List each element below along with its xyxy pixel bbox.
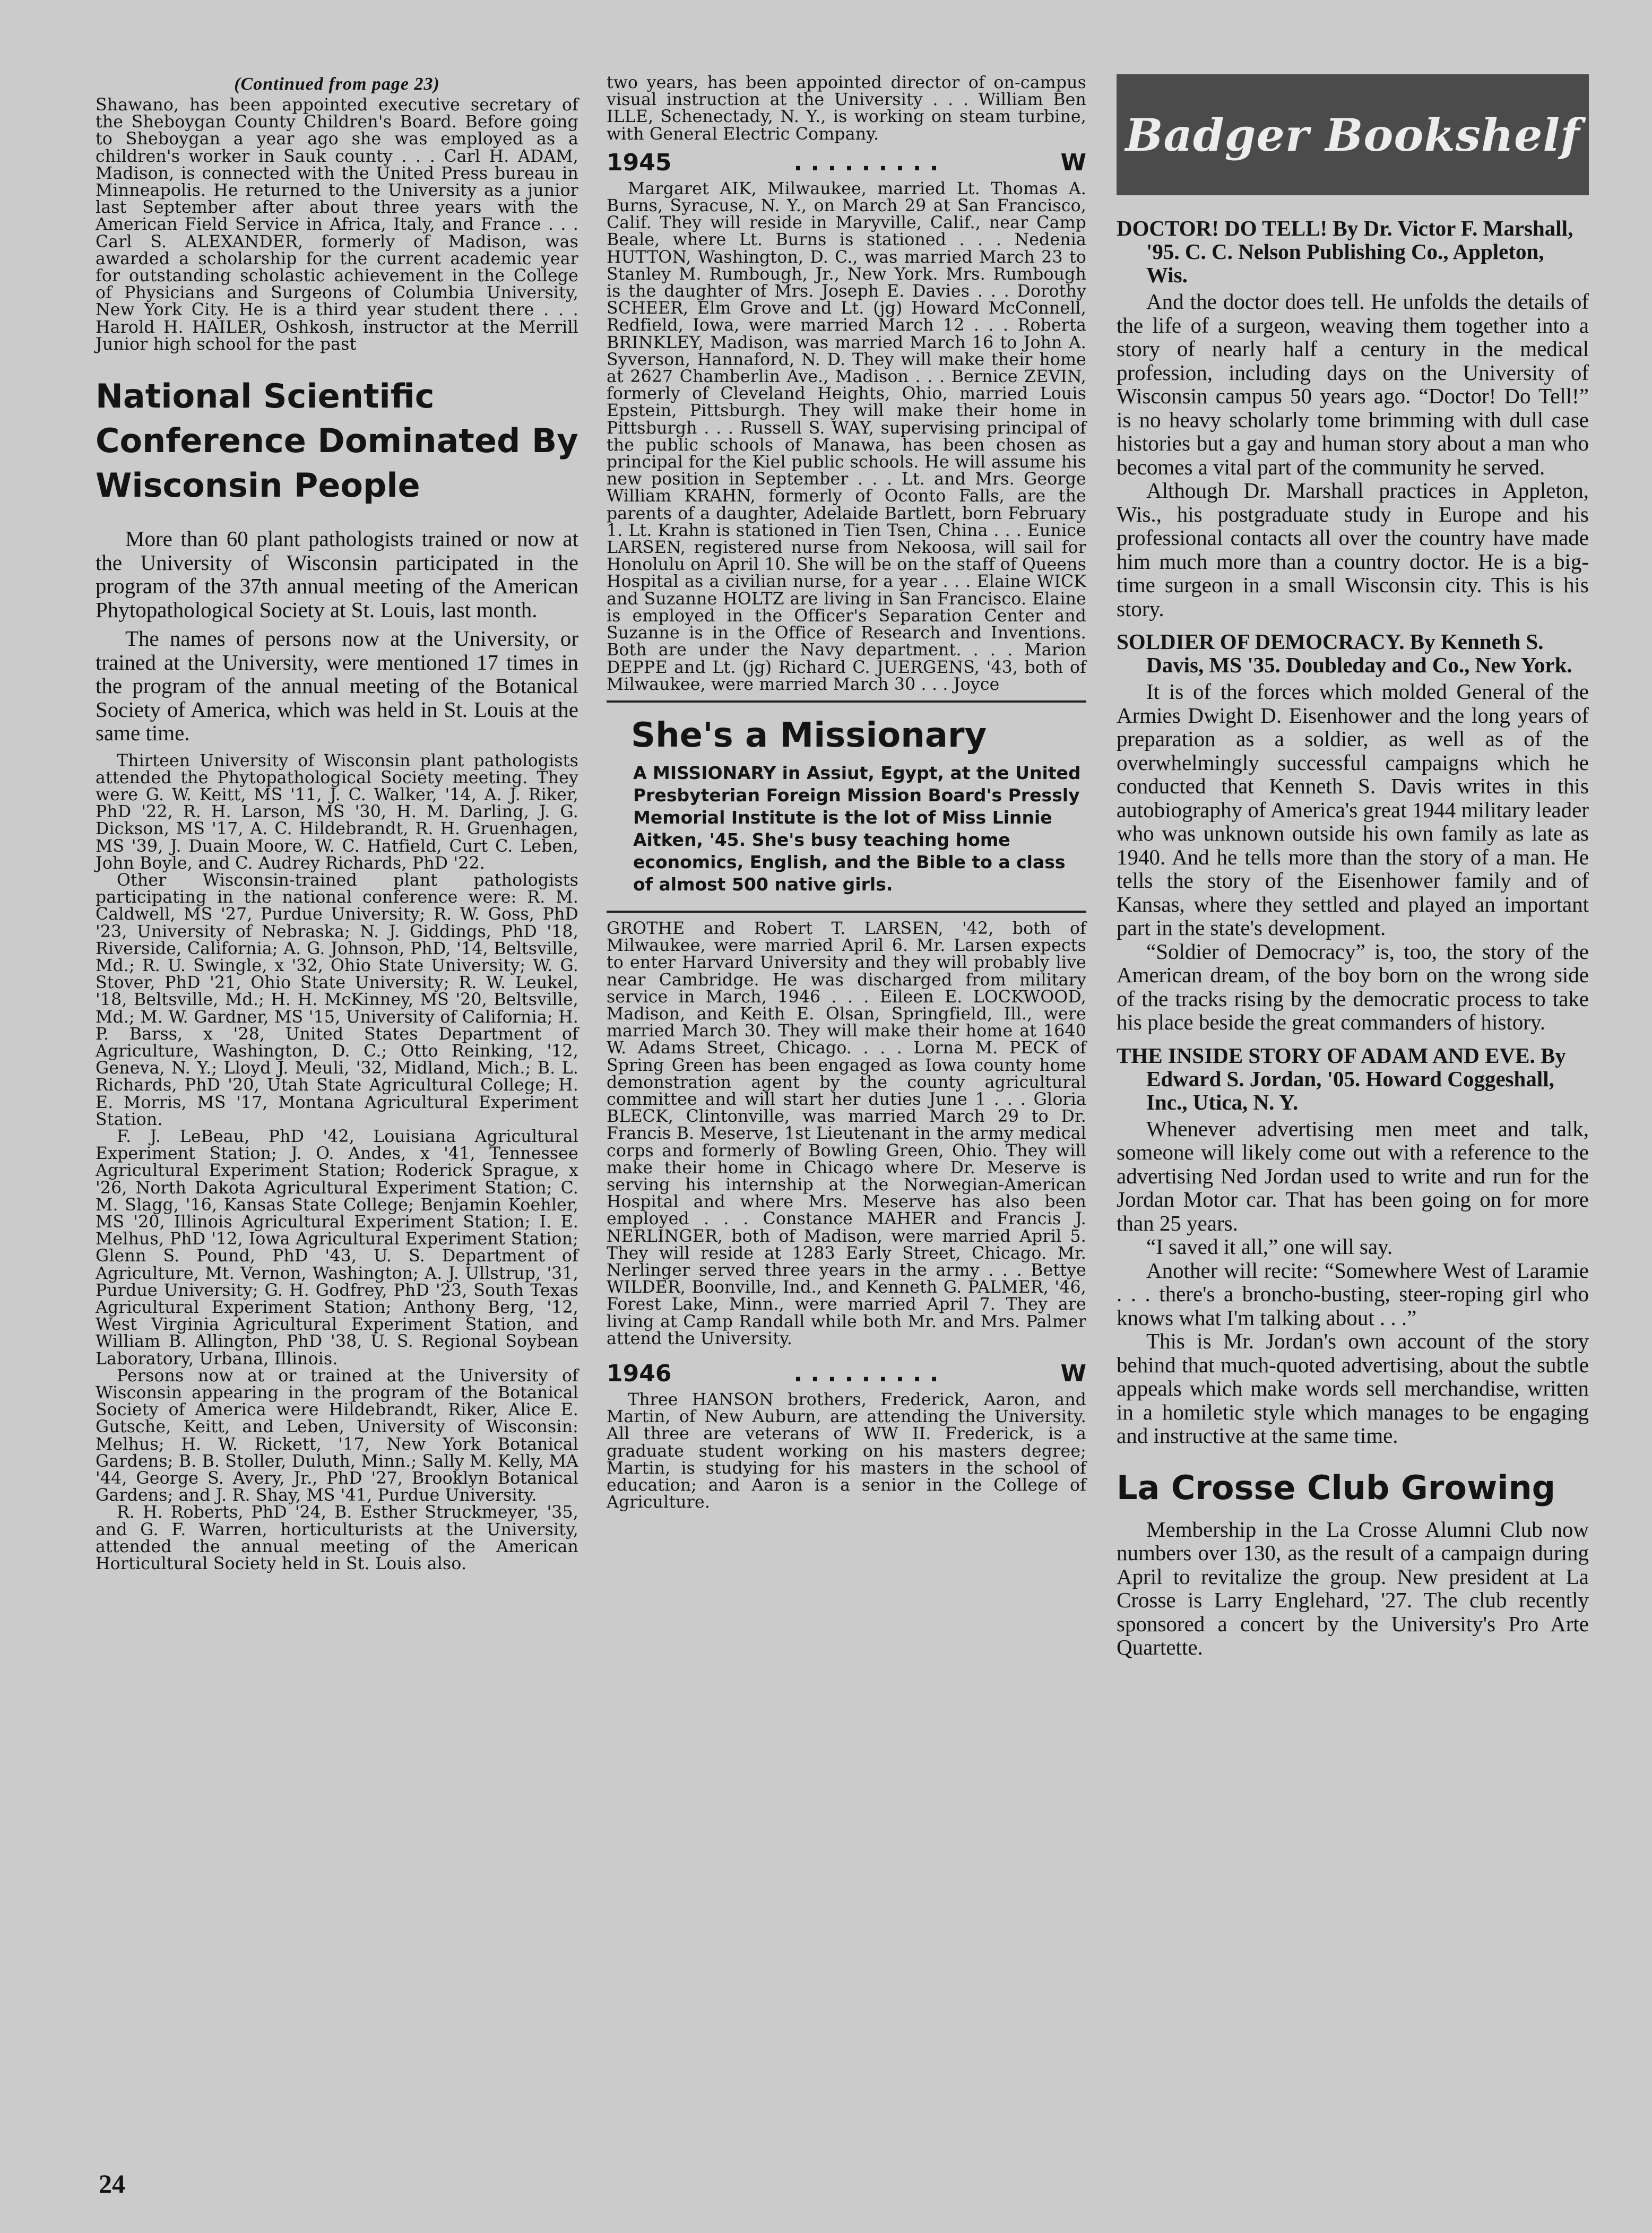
article-paragraph: Other Wisconsin-trained plant pathologists participating in the national conference were: R. M. Caldwell, MS '27, Purdue University; R. W. Goss, PhD '23, University of Nebraska; N. J. Giddings, PhD '18, Riverside, California; A. G. Johnson, PhD, '14, Beltsville, Md.; R. U. Swingle, x '32, Ohio State University; W. G. Stover, PhD '21, Ohio State University; R. W. Leukel, '18, Beltsville, Md.; H. H. McKinney, MS '20, Beltsville, Md.; M. W. Gardner, MS '15, University of California; H. P. Barss, x '28, United States Department of Agriculture, Washington, D. C.; Otto Reinking, '12, Geneva, N. Y.; Lloyd J. Meuli, '32, Midland, Mich.; B. L. Richards, PhD '20, Utah State Agricultural College; H. E. Morris, MS '17, Montana Agricultural Experiment Station. [96,870,578,1129]
notes-1946 [607,1391,1086,1511]
missionary-text: A MISSIONARY in Assiut, Egypt, at the United Presbyterian Foreign Mission Board's Pressly Memorial Institute is the lot of Miss Linnie Aitken, '45. She's busy teaching home economics, English, and the Bible to a class of almost 500 native girls. [633,762,1081,895]
year-dots: . . . . . . . . . [793,1360,939,1387]
book-review [1117,290,1589,620]
book-review [1117,1117,1589,1448]
continued-label: (Continued from page 23) [234,74,440,94]
review-paragraph: This is Mr. Jordan's own account of the story behind that much-quoted advertising, about the subtle appeals which make words sell merchandise, written in a homiletic style which manages to be engaging and instructive at the same time. [1117,1329,1589,1448]
lead-paragraph-1: More than 60 plant pathologists trained or now at the University of Wisconsin participated in the program of the 37th annual meeting of the American Phytopathological Society at St. Louis, last month. [96,526,578,622]
notes-1945 [607,180,1086,693]
year-dots: . . . . . . . . . [793,149,939,176]
review-paragraph: Another will recite: “Somewhere West of Laramie . . . there's a broncho-busting, steer-roping girl who knows what I'm talking about . . .” [1117,1258,1589,1330]
notes-paragraph: GROTHE and Robert T. LARSEN, '42, both of Milwaukee, were married April 6. Mr. Larsen expects to enter Harvard University and they will probably live near Cambridge. He was discharged from military service in March, 1946 . . . Eileen E. LOCKWOOD, Madison, and Keith E. Olsan, Springfield, Ill., were married March 30. They will make their home at 1640 W. Adams Street, Chicago. . . . Lorna M. PECK of Spring Green has been engaged as Iowa county home demonstration agent by the county agricultural committee and will start her duties June 1 . . . Gloria BLECK, Clintonville, was married March 29 to Dr. Francis B. Meserve, 1st Lieutenant in the army medical corps and formerly of Bowling Green, Ohio. They will make their home in Chicago where Dr. Meserve is serving his internship at the Norwegian-American Hospital and where Mrs. Meserve has also been employed . . . Constance MAHER and Francis J. NERLINGER, both of Madison, were married April 5. They will reside at 1283 Early Street, Chicago. Mr. Nerlinger served three years in the army . . . Bettye WILDER, Boonville, Ind., and Kenneth G. PALMER, '46, Forest Lake, Minn., were married April 7. They are living at Camp Randall while both Mr. and Mrs. Palmer attend the University. [607,919,1086,1348]
page-number: 24 [99,2169,125,2199]
lead-paragraph-2: The names of persons now at the University, or trained at the University, were mentioned 17 times in the program of the annual meeting of the Botanical Society of America, which was held in St. Louis at the same time. [96,626,578,746]
notes-paragraph: Margaret AIK, Milwaukee, married Lt. Thomas A. Burns, Syracuse, N. Y., on March 29 at San Francisco, Calif. They will reside in Maryville, Calif., near Camp Beale, where Lt. Burns is stationed . . . Nedenia HUTTON, Washington, D. C., was married March 23 to Stanley M. Rumbough, Jr., New York. Mrs. Rumbough is the daughter of Mrs. Joseph E. Davies . . . Dorothy SCHEER, Elm Grove and Lt. (jg) Howard McConnell, Redfield, Iowa, were married March 12 . . . Roberta BRINKLEY, Madison, was married March 16 to John A. Syverson, Hannaford, N. D. They will make their home at 2627 Chamberlin Ave., Madison . . . Bernice ZEVIN, formerly of Cleveland Heights, Ohio, married Louis Epstein, Pittsburgh. They will make their home in Pittsburgh . . . Russell S. WAY, supervising principal of the public schools of Manawa, has been chosen as principal for the Kiel public schools. He will assume his new position in September . . . Lt. and Mrs. George William KRAHN, formerly of Oconto Falls, are the parents of a daughter, Adelaide Bartlett, born February 1. Lt. Krahn is stationed in Tien Tsen, China . . . Eunice LARSEN, registered nurse from Nekoosa, will sail for Honolulu on April 10. She will be on the staff of Queens Hospital as a civilian nurse, for a year . . . Elaine WICK and Suzanne HOLTZ are living in San Francisco. Elaine is employed in the Officer's Separation Center and Suzanne is in the Office of Research and Inventions. Both are under the Navy department. . . . Marion DEPPE and Lt. (jg) Richard C. JUERGENS, '43, both of Milwaukee, were married March 30 . . . Joyce [607,179,1086,694]
class-year-1945 [607,149,1086,176]
year-label: 1945 [607,149,672,176]
article-headline: National Scientific Conference Dominated By Wisconsin People [96,377,578,505]
review-paragraph: Although Dr. Marshall practices in Appleton, Wis., his postgraduate study in Europe and his professional contacts all over the country have made him much more than a country doctor. He is a big-time surgeon in a small Wisconsin city. This is his story. [1117,478,1589,621]
review-paragraph: “I saved it all,” one will say. [1146,1234,1393,1259]
review-paragraph: It is of the forces which molded General of the Armies Dwight D. Eisenhower and the long years of preparation as a soldier, as well as of the overwhelmingly successful campaigns which he conducted that Kenneth S. Davis writes in this autobiography of America's great 1944 military leader who was unknown outside his own family as late as 1940. And he tells more than the story of a man. He tells the story of the Eisenhower family and of Kansas, where they settled and played an important part in the state's development. [1117,679,1589,940]
banner-title: Badger Bookshelf [1125,108,1580,161]
notes-continued [607,920,1086,1347]
missionary-headline: She's a Missionary [631,715,987,755]
article-lead [96,527,578,745]
divider [607,700,1086,703]
club-article [1117,1518,1589,1659]
club-headline: La Crosse Club Growing [1117,1468,1556,1507]
review-paragraph: And the doctor does tell. He unfolds the details of the life of a surgeon, weaving them together into a story of nearly half a century in the medical profession, including days on the University of Wisconsin campus 50 years ago. “Doctor! Do Tell!” is no heavy scholarly tome brimming with dull case histories but a gay and human story about a man who becomes a vital part of the community he served. [1117,289,1589,479]
club-paragraph: Membership in the La Crosse Alumni Club now numbers over 130, as the result of a campaign during April to revitalize the group. New president at La Crosse is Larry Englehard, '27. The club recently sponsored a concert by the University's Pro Arte Quartette. [1117,1517,1589,1659]
review-paragraph: “Soldier of Democracy” is, too, the story of the American dream, of the boy born on the wrong side of the tracks rising by the democratic process to take his place beside the great commanders of history. [1117,939,1589,1034]
article-paragraph: F. J. LeBeau, PhD '42, Louisiana Agricultural Experiment Station; J. O. Andes, x '41, Tennessee Agricultural Experiment Station; Roderick Sprague, x '26, North Dakota Agricultural Experiment Station; C. M. Slagg, '16, Kansas State College; Benjamin Koehler, MS '20, Illinois Agricultural Experiment Station; I. E. Melhus, PhD '12, Iowa Agricultural Experiment Station; Glenn S. Pound, PhD '43, U. S. Department of Agriculture, Mt. Vernon, Washington; A. J. Ullstrup, '31, Purdue University; G. H. Godfrey, PhD '23, South Texas Agricultural Experiment Station; Anthony Berg, '12, West Virginia Agricultural Experiment Station, and William B. Allington, PhD '38, U. S. Regional Soybean Laboratory, Urbana, Illinois. [96,1127,578,1369]
article-paragraph: R. H. Roberts, PhD '24, B. Esther Struckmeyer, '35, and G. F. Warren, horticulturists at the University, attended the annual meeting of the American Horticultural Society held in St. Louis also. [96,1503,578,1574]
book-heading: SOLDIER OF DEMOCRACY. By Kenneth S. Davis, MS '35. Doubleday and Co., New York. [1117,629,1572,677]
article-paragraph: Persons now at or trained at the University of Wisconsin appearing in the program of the Botanical Society of America were Hildebrandt, Riker, Alice E. Gutsche, Keitt, and Leben, University of Wisconsin: Melhus; H. W. Rickett, '17, New York Botanical Gardens; B. B. Stoller, Duluth, Minn.; Sally M. Kelly, MA '44, George S. Avery, Jr., PhD '27, Brooklyn Botanical Gardens; and J. R. Shay, MS '41, Purdue University. [96,1366,578,1505]
divider [607,911,1086,913]
right-column [1117,74,1589,1659]
year-mark: W [1060,149,1086,176]
book-heading: DOCTOR! DO TELL! By Dr. Victor F. Marshall, '95. C. C. Nelson Publishing Co., Appleton, Wis. [1117,216,1573,287]
year-mark: W [1060,1360,1086,1387]
notes-paragraph: two years, has been appointed director of on-campus visual instruction at the University . . . William Ben ILLE, Schenectady, N. Y., is working on steam turbine, with General Electric Company. [607,73,1086,144]
left-column [96,74,578,1572]
intro-notes: Shawano, has been appointed executive secretary of the Sheboygan County Children's Board. Before going to Sheboygan a year ago she was employed as a children's worker in Sauk county . . . Carl H. ADAM, Madison, is connected with the United Press bureau in Minneapolis. He returned to the University as a junior last September after about three years with the American Field Service in Africa, Italy, and France . . . Carl S. ALEXANDER, formerly of Madison, was awarded a scholarship for the current academic year for outstanding scholastic achievement in the College of Physicians and Surgeons of Columbia University, New York City. He is a third year student there . . . Harold H. HAILER, Oshkosh, instructor at the Merrill Junior high school for the past [96,96,578,354]
article-paragraph: Thirteen University of Wisconsin plant pathologists attended the Phytopathological Society meeting. They were G. W. Keitt, MS '11, J. C. Walker, '14, A. J. Riker, PhD '22, R. H. Larson, MS '30, H. M. Darling, J. G. Dickson, MS '17, A. C. Hildebrandt, R. H. Gruenhagen, MS '39, J. Duain Moore, W. C. Hatfield, Curt C. Leben, John Boyle, and C. Audrey Richards, PhD '22. [96,751,578,873]
book-heading: THE INSIDE STORY OF ADAM AND EVE. By Edward S. Jordan, '05. Howard Coggeshall, Inc., Utica, N. Y. [1117,1043,1566,1114]
alumni-notes-intro [96,97,578,353]
class-year-1946 [607,1360,1086,1387]
book-review [1117,680,1589,1034]
article-body [96,752,578,1573]
notes-paragraph: Three HANSON brothers, Frederick, Aaron, and Martin, of New Auburn, are attending the University. All three are veterans of WW II. Frederick, is a graduate student working on his masters degree; Martin, is studying for his masters in the school of education; and Aaron is a senior in the College of Agriculture. [607,1390,1086,1512]
top-notes [607,74,1086,143]
review-paragraph: Whenever advertising men meet and talk, someone will likely come out with a reference to the advertising Ned Jordan used to write and run for the Jordan Motor car. That has been going on for more than 25 years. [1117,1116,1589,1235]
year-label: 1946 [607,1360,672,1387]
middle-column [607,74,1086,1511]
badger-bookshelf-banner [1117,74,1589,195]
